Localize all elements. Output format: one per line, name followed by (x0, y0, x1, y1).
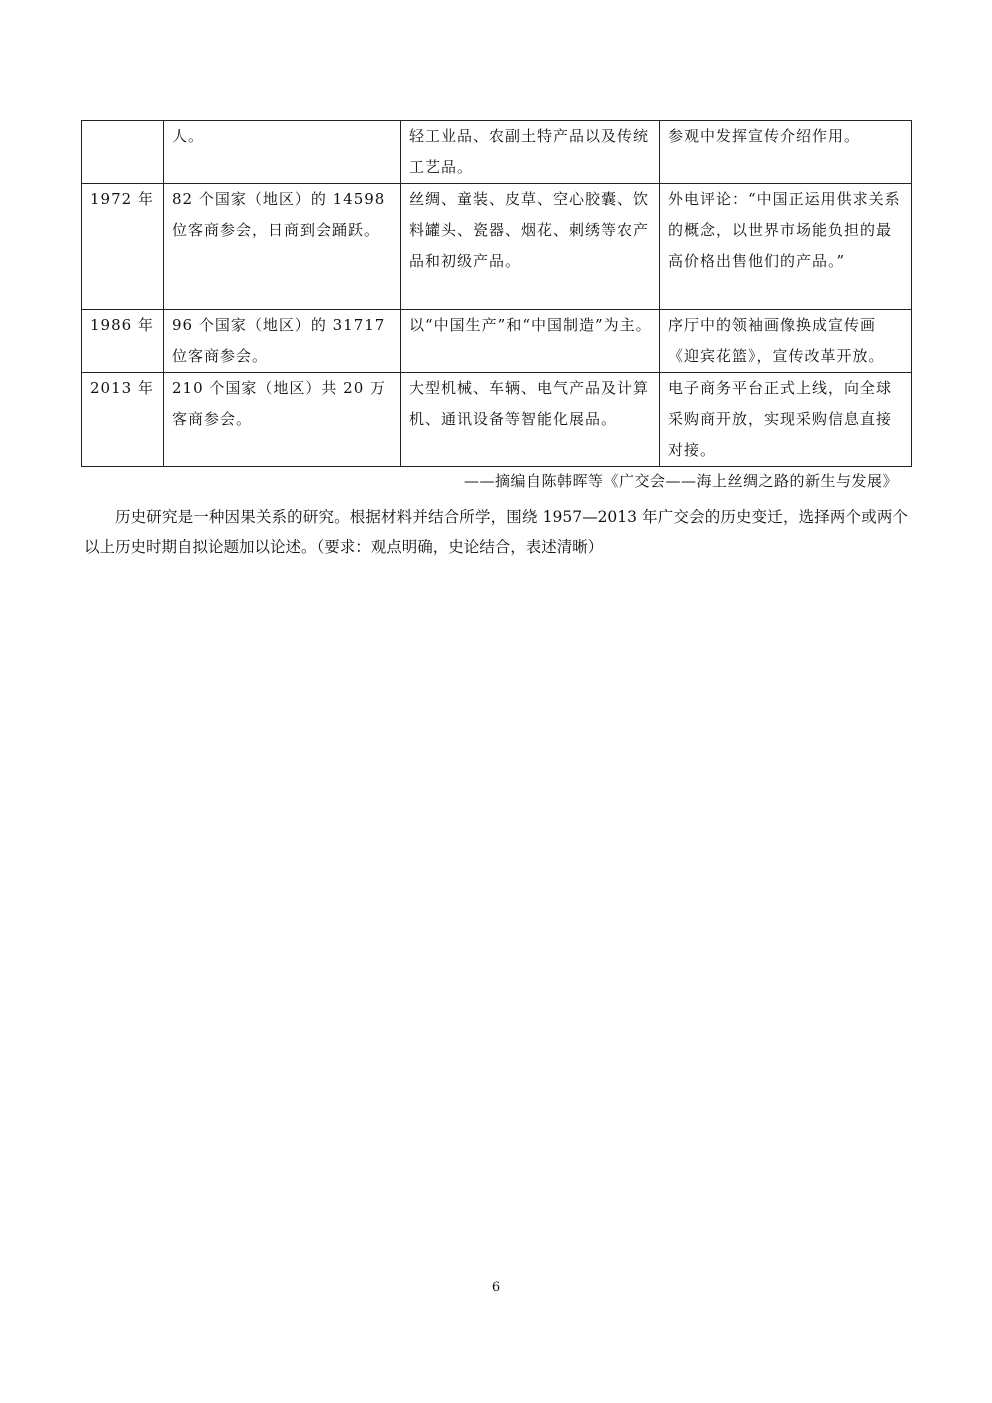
participants-cell: 82 个国家（地区）的 14598 位客商参会，日商到会踊跃。 (164, 184, 401, 310)
notes-cell: 电子商务平台正式上线，向全球采购商开放，实现采购信息直接对接。 (660, 373, 912, 467)
participants-cell: 96 个国家（地区）的 31717 位客商参会。 (164, 310, 401, 373)
year-cell: 1972 年 (82, 184, 164, 310)
exhibits-cell: 轻工业品、农副土特产品以及传统工艺品。 (401, 121, 660, 184)
table-row (82, 373, 912, 467)
exhibits-cell: 以“中国生产”和“中国制造”为主。 (401, 310, 660, 373)
exhibits-cell: 丝绸、童装、皮草、空心胶囊、饮料罐头、瓷器、烟花、刺绣等农产品和初级产品。 (401, 184, 660, 310)
source-citation: ——摘编自陈韩晖等《广交会——海上丝绸之路的新生与发展》 (463, 472, 898, 490)
participants-cell: 210 个国家（地区）共 20 万客商参会。 (164, 373, 401, 467)
notes-cell: 参观中发挥宣传介绍作用。 (660, 121, 912, 184)
notes-cell: 外电评论：“中国正运用供求关系的概念，以世界市场能负担的最高价格出售他们的产品。” (660, 184, 912, 310)
participants-cell: 人。 (164, 121, 401, 184)
year-cell (82, 121, 164, 184)
table-row (82, 121, 912, 184)
year-cell: 1986 年 (82, 310, 164, 373)
year-cell: 2013 年 (82, 373, 164, 467)
exhibits-cell: 大型机械、车辆、电气产品及计算机、通讯设备等智能化展品。 (401, 373, 660, 467)
table-row (82, 184, 912, 310)
essay-question: 历史研究是一种因果关系的研究。根据材料并结合所学，围绕 1957—2013 年广交会的历史变迁，选择两个或两个以上历史时期自拟论题加以论述。（要求：观点明确，史论结合，表述清晰） (84, 508, 908, 556)
table-row (82, 310, 912, 373)
canton-fair-table (81, 120, 912, 467)
page-number: 6 (491, 1280, 501, 1295)
notes-cell: 序厅中的领袖画像换成宣传画《迎宾花篮》，宣传改革开放。 (660, 310, 912, 373)
